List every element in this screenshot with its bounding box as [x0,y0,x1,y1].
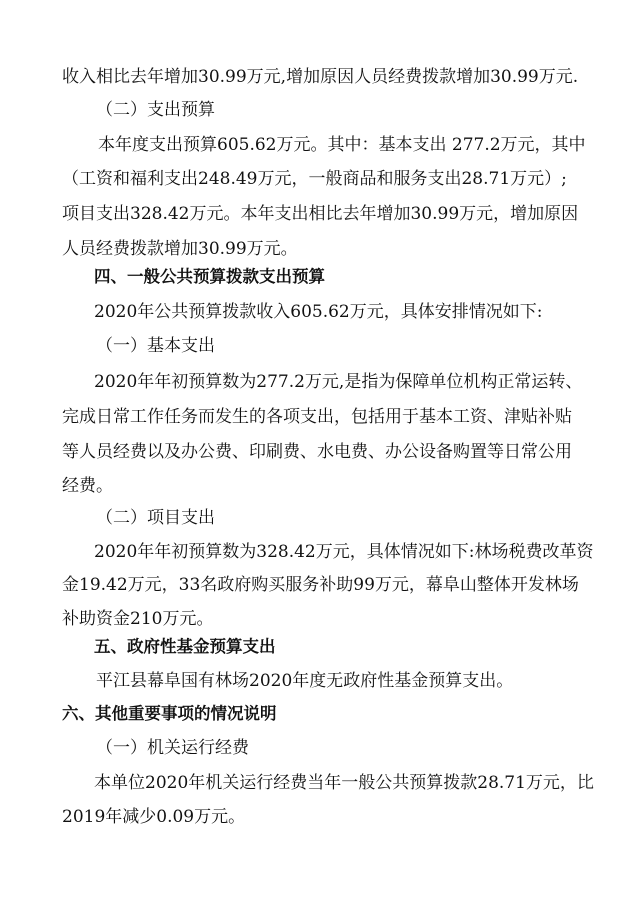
text-line: 2019年减少0.09万元。 [62,807,246,827]
text-line: 平江县幕阜国有林场2020年度无政府性基金预算支出。 [96,671,514,691]
text-line: 收入相比去年增加30.99万元,增加原因人员经费拨款增加30.99万元. [62,67,579,87]
subsection-heading: （二）项目支出 [96,508,215,528]
text-line: 本单位2020年机关运行经费当年一般公共预算拨款28.71万元，比 [94,773,594,793]
section-heading: 四、一般公共预算拨款支出预算 [94,267,325,286]
section-heading: 六、其他重要事项的情况说明 [62,704,277,723]
text-line: 本年度支出预算605.62万元。其中：基本支出 277.2万元，其中 [98,135,586,155]
text-line: 等人员经费以及办公费、印刷费、水电费、办公设备购置等日常公用 [62,442,572,462]
subsection-heading: （一）基本支出 [96,336,215,356]
subsection-heading: （一）机关运行经费 [96,738,249,758]
text-line: 经费。 [62,476,113,496]
text-line: 2020年公共预算拨款收入605.62万元，具体安排情况如下: [94,302,543,322]
text-line: 2020年年初预算数为328.42万元，具体情况如下:林场税费改革资 [94,542,594,562]
text-line: 金19.42万元，33名政府购买服务补助99万元，幕阜山整体开发林场 [62,575,579,595]
text-line: 完成日常工作任务而发生的各项支出，包括用于基本工资、津贴补贴 [62,407,572,427]
subsection-heading: （二）支出预算 [96,100,215,120]
text-line: 2020年年初预算数为277.2万元,是指为保障单位机构正常运转、 [94,372,583,392]
text-line: 项目支出328.42万元。本年支出相比去年增加30.99万元，增加原因 [62,204,579,224]
text-line: 补助资金210万元。 [62,609,214,629]
text-line: 人员经费拨款增加30.99万元。 [62,239,298,259]
text-line: （工资和福利支出248.49万元，一般商品和服务支出28.71万元）; [62,169,567,189]
section-heading: 五、政府性基金预算支出 [94,637,276,656]
